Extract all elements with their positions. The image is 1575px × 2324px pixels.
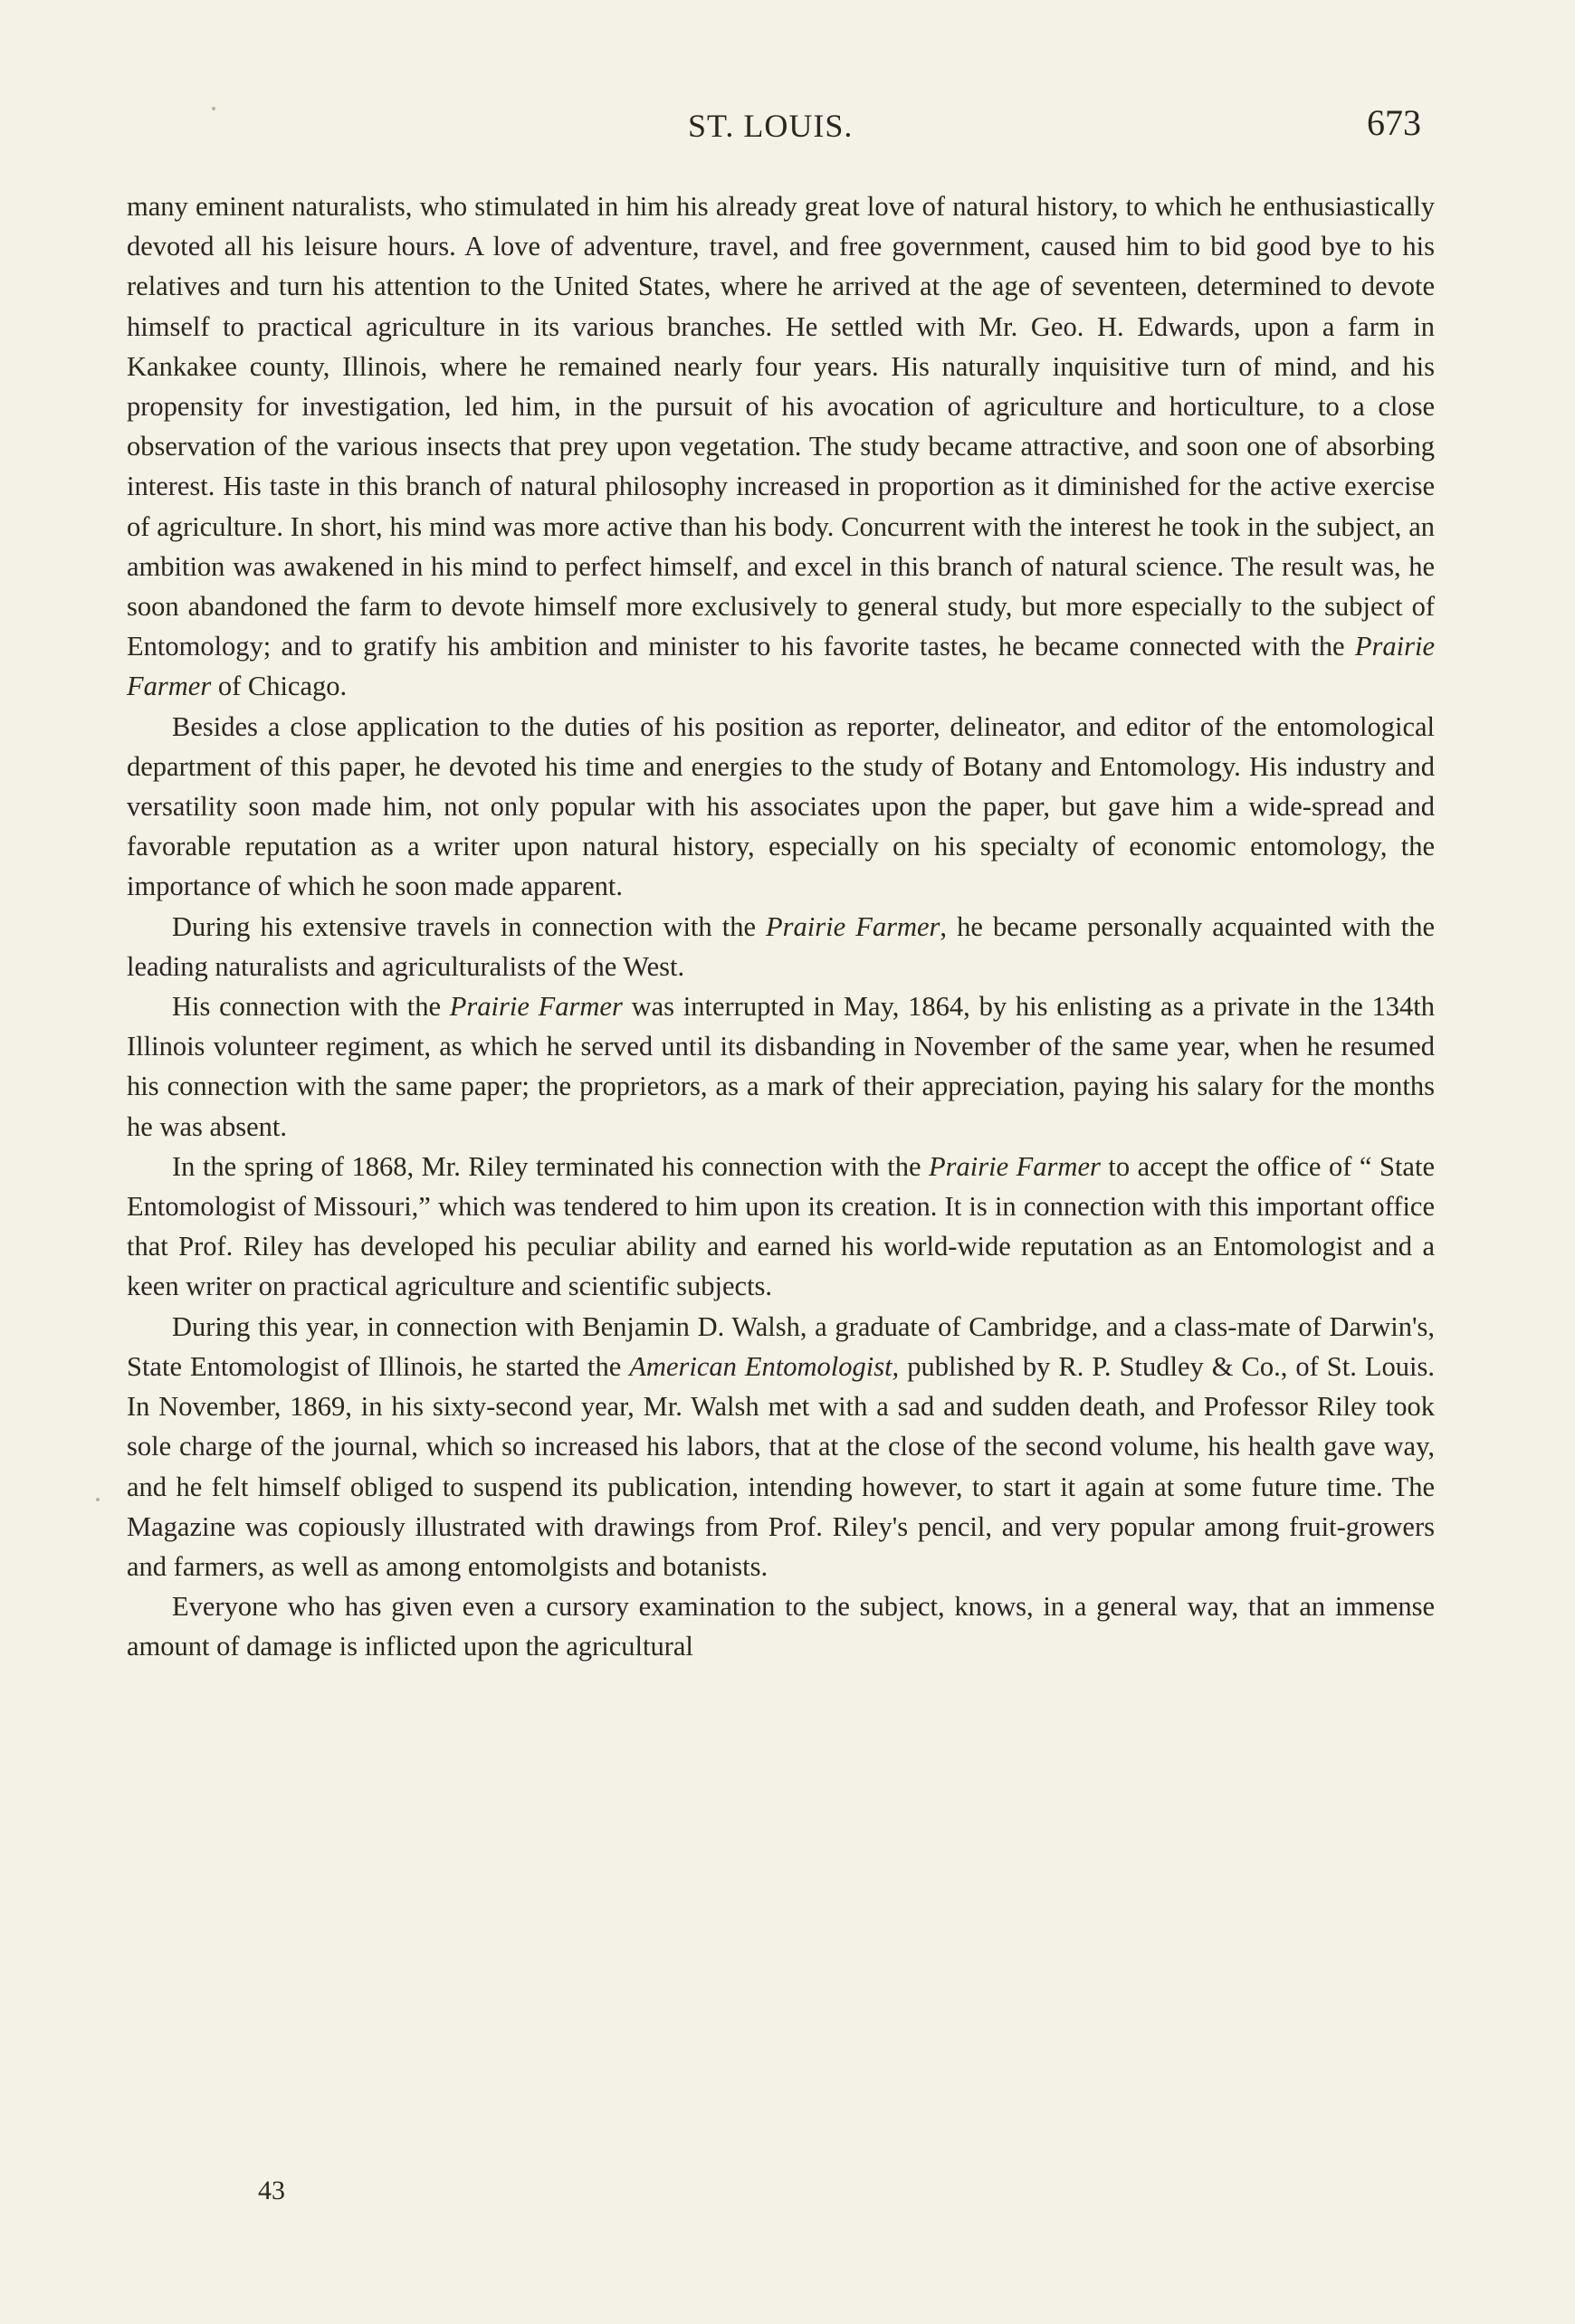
- paragraph-text: was interrupted in May, 1864, by his enlisting as a private in the 134th Illinois volunteer regiment, as which he served until its disbanding in November of the same year, when he resumed his connection with the same paper; the proprietors, as a mark of their appreciation, paying his salary for the months he was absent.: [127, 991, 1435, 1142]
- paragraph-text: to accept the office of “ State Entomologist of Missouri,” which was tendered to him upon its creation. It is in connection with this important office that Prof. Riley has developed his peculiar ability and earned his world-wide reputation as an Entomologist and a keen writer on practical agriculture and scientific subjects.: [127, 1150, 1435, 1302]
- italic-title: Prairie Farmer: [766, 910, 940, 942]
- paragraph: [127, 186, 1435, 707]
- signature-mark: 43: [258, 2176, 285, 2205]
- italic-title: Prairie Farmer: [929, 1150, 1101, 1182]
- paragraph-text: , he became personally acquainted with the leading naturalists and agriculturalists of the West.: [127, 910, 1435, 982]
- running-head: [0, 102, 1575, 161]
- paragraph-text: His connection with the: [172, 991, 450, 1023]
- body-text: [127, 186, 1435, 1667]
- print-speck: [212, 107, 215, 110]
- italic-title: Prairie Farmer: [127, 631, 1435, 702]
- italic-title: Prairie Farmer: [449, 991, 623, 1023]
- paragraph: [127, 1307, 1435, 1586]
- paragraph: [127, 707, 1435, 907]
- paragraph: [127, 1147, 1435, 1307]
- paragraph: [127, 986, 1435, 1147]
- italic-title: American Entomologist,: [629, 1350, 900, 1382]
- paragraph-text: of Chicago.: [211, 671, 348, 702]
- paragraph: [127, 1586, 1435, 1666]
- paragraph-text: Besides a close application to the duties of his position as reporter, delineator, and editor of the entomological department of this paper, he devoted his time and energies to the study of Botany and Entomology. His industry and versatility soon made him, not only popular with his associates upon the paper, but gave him a wide-spread and favorable reputation as a writer upon natural history, especially on his specialty of economic entomology, the importance of which he soon made apparent.: [127, 710, 1435, 902]
- running-title: ST. LOUIS.: [688, 108, 854, 144]
- paragraph-text: published by R. P. Studley & Co., of St. Louis. In November, 1869, in his sixty-second year, Mr. Walsh met with a sad and sudden death, and Professor Riley took sole charge of the journal, which so increased his labors, that at the close of the second volume, his health gave way, and he felt himself obliged to suspend its publication, intending however, to start it again at some future time. The Magazine was copiously illustrated with drawings from Prof. Riley's pencil, and very popular among fruit-growers and farmers, as well as among entomolgists and botanists.: [127, 1350, 1435, 1582]
- print-speck: [96, 1498, 100, 1501]
- paragraph-text: During his extensive travels in connection with the: [172, 910, 767, 942]
- paragraph-text: In the spring of 1868, Mr. Riley terminated his connection with the: [172, 1150, 930, 1182]
- page-number: 673: [1367, 102, 1421, 143]
- paragraph-text: many eminent naturalists, who stimulated in him his already great love of natural history, to which he enthusiastically devoted all his leisure hours. A love of adventure, travel, and free government, caused him to bid good bye to his relatives and turn his attention to the United States, where he arrived at the age of seventeen, determined to devote himself to practical agriculture in its various branches. He settled with Mr. Geo. H. Edwards, upon a farm in Kankakee county, Illinois, where he remained nearly four years. His naturally inquisitive turn of mind, and his propensity for investigation, led him, in the pursuit of his avocation of agriculture and horticulture, to a close observation of the various insects that prey upon vegetation. The study became attractive, and soon one of absorbing interest. His taste in this branch of natural philosophy increased in proportion as it diminished for the active exercise of agriculture. In short, his mind was more active than his body. Concurrent with the interest he took in the subject, an ambition was awakened in his mind to perfect himself, and excel in this branch of natural science. The result was, he soon abandoned the farm to devote himself more exclusively to general study, but more especially to the subject of Entomology; and to gratify his ambition and minister to his favorite tastes, he became connected with the: [127, 191, 1435, 662]
- paragraph-text: During this year, in connection with Benjamin D. Walsh, a graduate of Cambridge, and a class-mate of Darwin's, State Entomologist of Illinois, he started the: [127, 1310, 1435, 1382]
- paragraph: [127, 907, 1435, 986]
- paragraph-text: Everyone who has given even a cursory examination to the subject, knows, in a general way, that an immense amount of damage is inflicted upon the agricultural: [127, 1591, 1435, 1662]
